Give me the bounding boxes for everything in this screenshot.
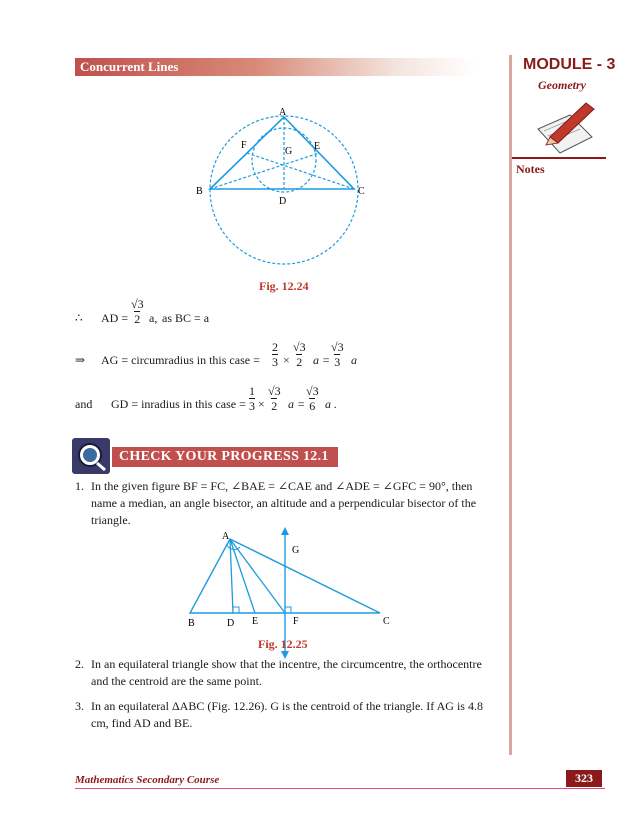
and-word: and [75,397,93,411]
numerator: √3 [306,384,319,398]
label-a: A [222,531,230,542]
question-text: In the given figure BF = FC, ∠BAE = ∠CAE and ∠ADE = ∠GFC = 90°, then name a median, an angle bisector, an altitude and a perpendicular bisector of the triangle. [91,479,477,527]
right-angle-f [285,607,291,613]
a-dot: a . [325,397,337,411]
fraction-1-over-3 [249,385,255,413]
magnifier-icon [72,438,110,474]
implies-symbol: ⇒ [75,353,86,367]
numerator: √3 [131,297,144,311]
denominator: 2 [296,355,303,369]
label-g: G [285,146,293,157]
times-symbol: × [283,353,290,367]
ag-text: AG = circumradius in this case = [101,353,260,367]
figure-caption: Fig. 12.25 [258,637,308,651]
question-text: In an equilateral triangle show that the incentre, the circumcentre, the orthocentre and the centroid are the same point. [91,657,482,688]
denominator: 3 [334,355,341,369]
median-af [230,539,285,613]
section-title: Concurrent Lines [80,59,179,74]
label-e: E [252,616,259,627]
figure-caption: Fig. 12.24 [259,279,309,293]
notes-rule [512,157,606,159]
as-bc-text: as BC = a [162,311,210,325]
denominator: 3 [249,399,255,413]
a-equals: a = [313,353,331,367]
denominator: 3 [272,355,278,369]
footer-rule [75,788,605,789]
label-f: F [241,140,247,151]
label-c: C [358,186,365,197]
triangle-abc [210,117,354,189]
fraction-root3-over-2 [268,385,281,413]
label-b: B [188,618,195,629]
numerator: √3 [331,340,344,354]
numerator: √3 [268,384,281,398]
sidebar-rule [509,55,512,755]
label-a: A [279,107,287,118]
question-text: In an equilateral ΔABC (Fig. 12.26). G is the centroid of the triangle. If AG is 4.8 cm, find AD and BE. [91,699,483,730]
label-f: F [293,616,299,627]
footer-course: Mathematics Secondary Course [75,774,220,786]
a-equals: a = [288,397,306,411]
check-progress-title: CHECK YOUR PROGRESS 12.1 [119,449,329,464]
label-b: B [196,186,203,197]
right-angle-d [233,607,239,613]
label-d: D [279,196,287,207]
question-number: 1. [75,479,84,493]
fraction-root3-over-3 [331,341,344,369]
denominator: 2 [271,399,278,413]
times-symbol: × [258,397,265,411]
question-number: 2. [75,657,84,671]
page-number: 323 [575,771,593,785]
numerator: 2 [272,340,278,354]
question-3 [75,698,495,732]
denominator: 2 [134,312,141,326]
fraction-root3-over-6 [306,385,319,413]
arrow-up-icon [281,527,289,535]
numerator: 1 [249,384,255,398]
label-g: G [292,545,300,556]
question-2 [75,656,495,690]
altitude-ad [230,539,233,613]
gd-text: GD = inradius in this case = [111,397,246,411]
question-1 [75,478,495,529]
label-d: D [227,618,235,629]
numerator: √3 [293,340,306,354]
label-c: C [383,616,390,627]
a-variable: a [351,353,357,367]
a-comma: a, [149,311,158,325]
question-number: 3. [75,699,84,713]
fraction-2-over-3 [272,341,278,369]
figure-12-24 [190,105,380,275]
fraction-root3-over-2 [131,298,144,326]
notes-label: Notes [516,162,545,176]
module-subject: Geometry [538,78,586,92]
fraction-root3-over-2 [293,341,306,369]
pencil-notebook-icon [530,97,600,157]
median-be [210,153,319,189]
check-progress-icon [72,438,110,474]
ad-lhs: AD = [101,311,129,325]
module-title: MODULE - 3 [523,56,616,73]
denominator: 6 [309,399,316,413]
therefore-symbol: ∴ [75,311,83,325]
label-e: E [314,141,321,152]
